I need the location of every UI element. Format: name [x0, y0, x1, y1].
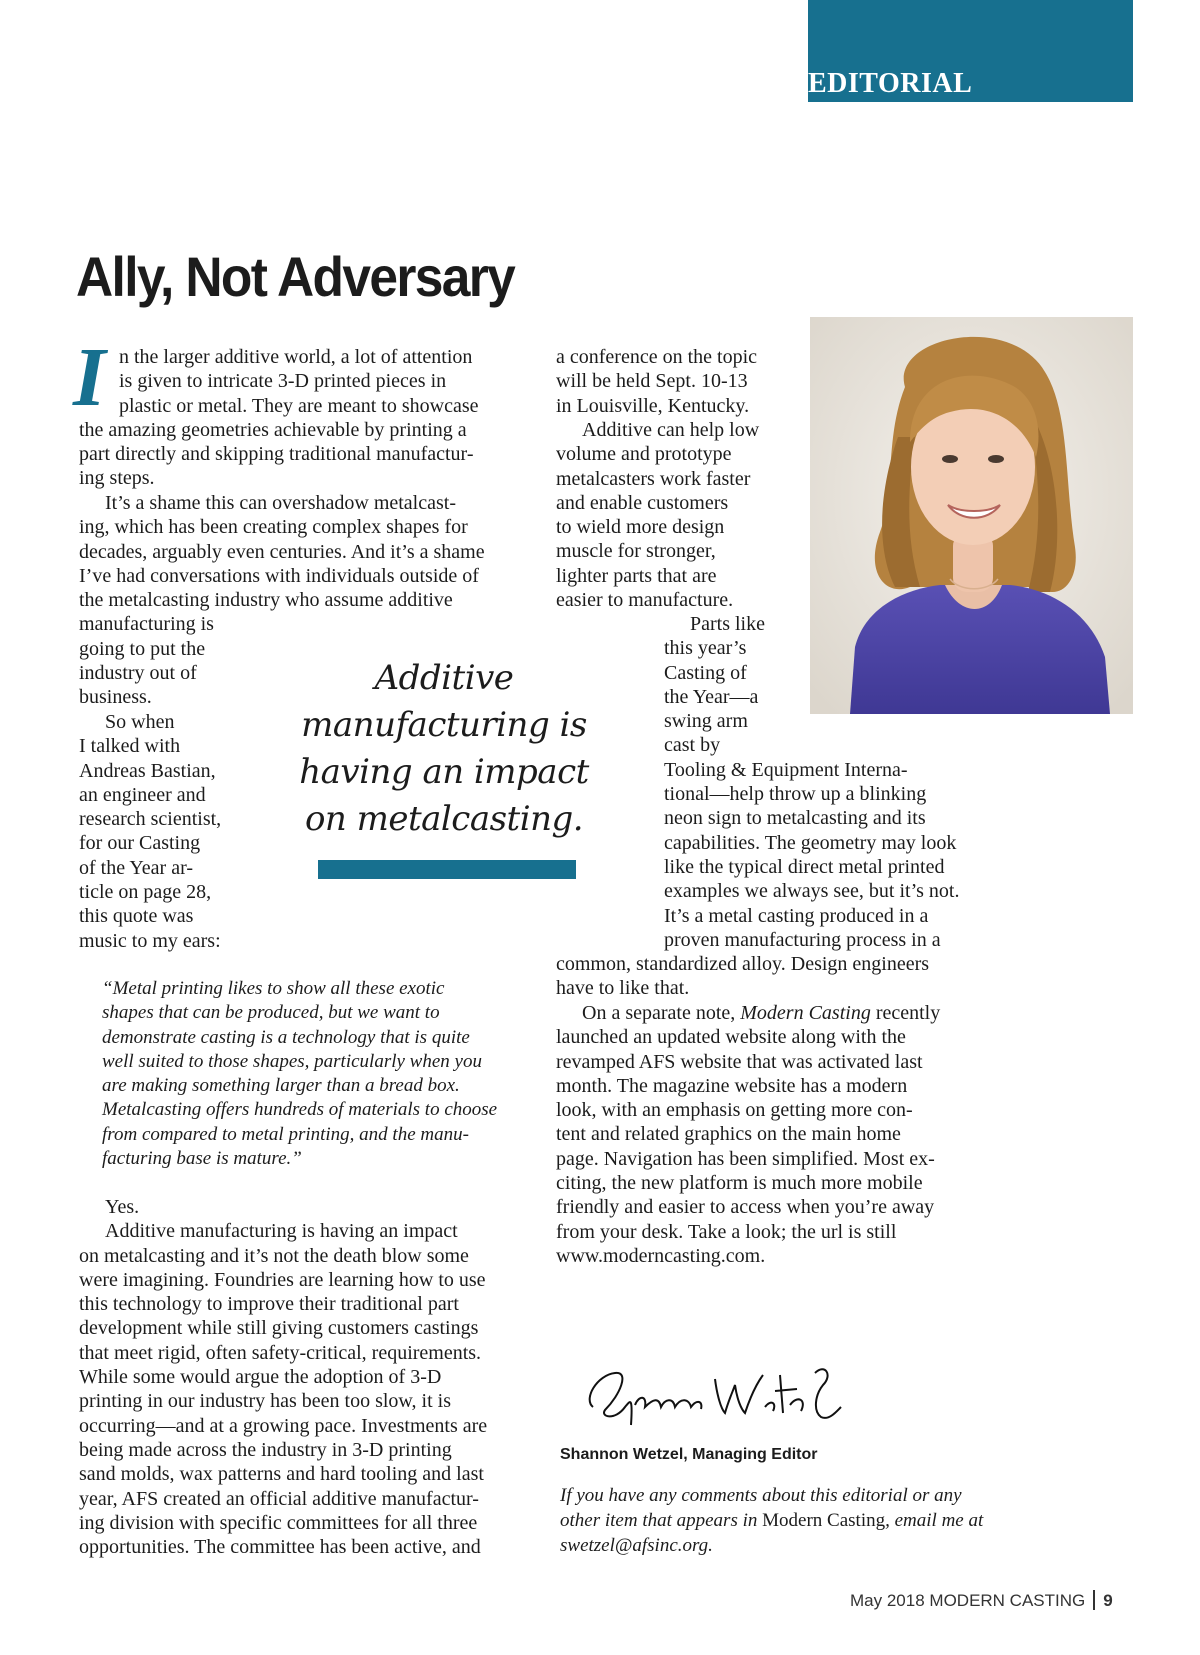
- text-line: industry out of: [79, 662, 197, 685]
- text-line: being made across the industry in 3-D printing: [79, 1438, 452, 1461]
- text-line: www.moderncasting.com.: [556, 1244, 766, 1267]
- text-line: So when: [105, 711, 175, 733]
- text-line: page. Navigation has been simplified. Most ex-: [556, 1147, 935, 1170]
- quote-line: Metalcasting offers hundreds of materials to choose: [102, 1099, 498, 1121]
- text-line: muscle for stronger,: [556, 540, 716, 563]
- pull-quote-line: on metalcasting.: [304, 799, 584, 839]
- left-paragraph-4: [79, 1195, 487, 1559]
- text-line: in Louisville, Kentucky.: [556, 394, 750, 417]
- text-line: easier to manufacture.: [556, 589, 734, 612]
- magazine-title: Modern Casting: [740, 1002, 871, 1024]
- text-line: revamped AFS website that was activated last: [556, 1050, 923, 1073]
- pull-quote-accent-bar: [318, 860, 576, 879]
- text-line: capabilities. The geometry may look: [664, 831, 957, 854]
- text-line: the metalcasting industry who assume additive: [79, 589, 453, 612]
- text-line: lighter parts that are: [556, 564, 717, 587]
- text-line: I’ve had conversations with individuals outside of: [79, 564, 479, 587]
- text-line: business.: [79, 686, 152, 709]
- drop-cap: I: [73, 331, 106, 424]
- text-line: sand molds, wax patterns and hard tooling and last: [79, 1463, 484, 1486]
- headline: Ally, Not Adversary: [76, 245, 515, 308]
- text-line: the amazing geometries achievable by printing a: [79, 418, 467, 441]
- text-line: tent and related graphics on the main home: [556, 1123, 901, 1146]
- magazine-title: Modern Casting: [762, 1510, 886, 1531]
- text-run: On a separate note,: [582, 1002, 741, 1024]
- left-paragraph-1: [79, 345, 479, 491]
- page-number: 9: [1103, 1591, 1113, 1610]
- text-line: printing in our industry has been too slow, it is: [79, 1390, 452, 1413]
- pull-quote-line: manufacturing is: [301, 705, 587, 745]
- quote-line: well suited to those shapes, particularly when you: [102, 1050, 482, 1072]
- text-run: recently: [870, 1002, 941, 1024]
- right-paragraph-2: [556, 418, 759, 612]
- quote-line: facturing base is mature.”: [102, 1148, 302, 1170]
- text-line: have to like that.: [556, 977, 690, 1000]
- text-line: this technology to improve their traditional part: [79, 1293, 459, 1316]
- text-line: opportunities. The committee has been active, and: [79, 1536, 481, 1559]
- text-line: on metalcasting and it’s not the death blow some: [79, 1244, 469, 1267]
- text-line: like the typical direct metal printed: [664, 855, 945, 878]
- text-line: It’s a metal casting produced in a: [664, 904, 929, 927]
- text-line: volume and prototype: [556, 443, 732, 466]
- text-line: and enable customers: [556, 491, 729, 514]
- text-line: launched an updated website along with the: [556, 1026, 906, 1049]
- text-line: the Year—a: [664, 685, 759, 708]
- text-line: Yes.: [105, 1196, 140, 1218]
- text-line: neon sign to metalcasting and its: [664, 807, 926, 830]
- quote-line: from compared to metal printing, and the manu-: [102, 1123, 469, 1145]
- text-line: manufacturing is: [79, 613, 214, 636]
- text-line: year, AFS created an official additive manufactur-: [79, 1487, 479, 1510]
- text-line: a conference on the topic: [556, 346, 758, 368]
- text-line: [582, 1001, 940, 1025]
- text-line: to wield more design: [556, 516, 725, 539]
- section-label: EDITORIAL: [808, 68, 973, 99]
- left-paragraph-3: [79, 710, 221, 953]
- right-paragraph-1: [556, 345, 757, 418]
- closing-line: [560, 1508, 983, 1533]
- text-line: decades, arguably even centuries. And it’s a shame: [79, 540, 485, 563]
- text-line: from your desk. Take a look; the url is still: [556, 1220, 897, 1243]
- text-line: ing, which has been creating complex shapes for: [79, 516, 468, 539]
- text-line: proven manufacturing process in a: [664, 928, 941, 951]
- text-line: month. The magazine website has a modern: [556, 1074, 908, 1097]
- email-address: swetzel@afsinc.org.: [560, 1535, 713, 1556]
- text-line: It’s a shame this can overshadow metalcast-: [105, 492, 456, 514]
- quote-line: shapes that can be produced, but we want to: [102, 1002, 440, 1024]
- text-line: for our Casting: [79, 832, 201, 855]
- issue-date: May 2018: [850, 1591, 925, 1610]
- text-line: this year’s: [664, 637, 747, 660]
- text-line: is given to intricate 3-D printed pieces in: [119, 370, 447, 393]
- text-line: friendly and easier to access when you’re away: [556, 1196, 935, 1219]
- text-line: Casting of: [664, 661, 747, 684]
- block-quote: [102, 977, 497, 1171]
- page-footer: [850, 1590, 1113, 1611]
- text-line: development while still giving customers castings: [79, 1317, 479, 1340]
- text-line: Tooling & Equipment Interna-: [664, 758, 908, 781]
- text-line: were imagining. Foundries are learning how to use: [79, 1268, 486, 1291]
- pull-quote: [294, 655, 594, 843]
- text-line: this quote was: [79, 905, 194, 928]
- text-line: plastic or metal. They are meant to showcase: [119, 394, 479, 417]
- text-line: While some would argue the adoption of 3-D: [79, 1366, 442, 1389]
- text-line: examples we always see, but it’s not.: [664, 880, 960, 903]
- closing-note: [560, 1483, 983, 1558]
- text-line: n the larger additive world, a lot of attention: [119, 346, 473, 368]
- text-line: common, standardized alloy. Design engineers: [556, 953, 930, 975]
- text-line: cast by: [664, 734, 721, 757]
- author-portrait: [810, 317, 1133, 714]
- text-line: going to put the: [79, 637, 206, 660]
- signature-image: [575, 1355, 850, 1435]
- signature-name: Shannon Wetzel, Managing Editor: [560, 1446, 818, 1463]
- quote-line: are making something larger than a bread box.: [102, 1075, 460, 1097]
- text-line: Parts like: [690, 613, 765, 635]
- quote-line: “Metal printing likes to show all these exotic: [102, 978, 445, 999]
- closing-line: If you have any comments about this editorial or any: [560, 1485, 962, 1506]
- text-line: Andreas Bastian,: [79, 759, 216, 782]
- text-line: part directly and skipping traditional manufactur-: [79, 443, 474, 466]
- magazine-name: MODERN CASTING: [929, 1591, 1086, 1610]
- text-run: , email me at: [885, 1510, 984, 1531]
- text-run: other item that appears in: [560, 1510, 763, 1531]
- text-line: look, with an emphasis on getting more con-: [556, 1099, 913, 1122]
- right-paragraph-3-continued: [556, 952, 929, 1001]
- text-line: will be held Sept. 10-13: [556, 370, 748, 393]
- pull-quote-line: having an impact: [299, 752, 589, 792]
- text-line: of the Year ar-: [79, 856, 194, 879]
- quote-line: demonstrate casting is a technology that is quite: [102, 1026, 470, 1048]
- pull-quote-line: Additive: [374, 658, 514, 698]
- text-line: swing arm: [664, 710, 748, 733]
- text-line: citing, the new platform is much more mobile: [556, 1172, 923, 1195]
- text-line: research scientist,: [79, 808, 222, 831]
- text-line: Additive manufacturing is having an impact: [105, 1220, 458, 1243]
- footer-divider: [1093, 1590, 1095, 1610]
- text-line: tional—help throw up a blinking: [664, 783, 927, 806]
- text-line: an engineer and: [79, 783, 206, 806]
- text-line: ticle on page 28,: [79, 881, 212, 904]
- text-line: ing steps.: [79, 467, 155, 490]
- text-line: metalcasters work faster: [556, 467, 751, 490]
- text-line: that meet rigid, often safety-critical, requirements.: [79, 1341, 482, 1364]
- text-line: music to my ears:: [79, 929, 221, 952]
- text-line: Additive can help low: [582, 419, 760, 441]
- text-line: ing division with specific committees for all three: [79, 1511, 478, 1534]
- text-line: I talked with: [79, 735, 181, 758]
- right-paragraph-4: [556, 1001, 940, 1268]
- text-line: occurring—and at a growing pace. Investments are: [79, 1414, 488, 1437]
